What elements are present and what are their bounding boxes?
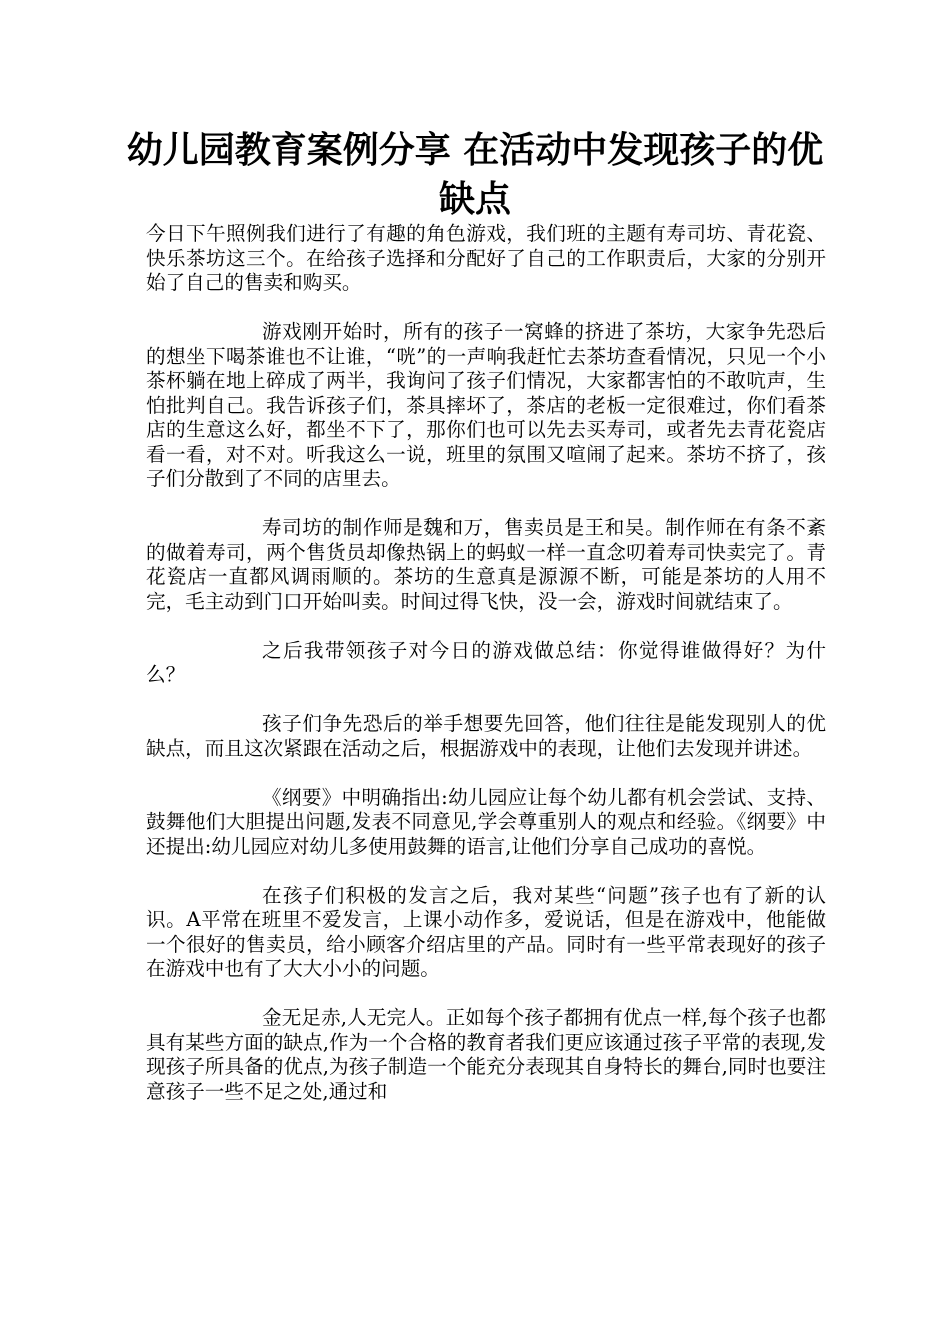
paragraph-5: 孩子们争先恐后的举手想要先回答，他们往往是能发现别人的优缺点，而且这次紧跟在活动之后，根据游戏中的表现，让他们去发现并讲述。 [146, 712, 826, 760]
paragraph-6: 《纲要》中明确指出:幼儿园应让每个幼儿都有机会尝试、支持、鼓舞他们大胆提出问题,发表不同意见,学会尊重别人的观点和经验。《纲要》中还提出:幼儿园应对幼儿多使用鼓舞的语言,让他们分享自己成功的喜悦。 [146, 785, 826, 858]
paragraph-8: 金无足赤,人无完人。正如每个孩子都拥有优点一样,每个孩子也都具有某些方面的缺点,作为一个合格的教育者我们更应该通过孩子平常的表现,发现孩子所具备的优点,为孩子制造一个能充分表现其自身特长的舞台,同时也要注意孩子一些不足之处,通过和 [146, 1006, 826, 1103]
paragraph-7: 在孩子们积极的发言之后，我对某些“问题”孩子也有了新的认识。A平常在班里不爱发言，上课小动作多，爱说话，但是在游戏中，他能做一个很好的售卖员，给小顾客介绍店里的产品。同时有一些平常表现好的孩子在游戏中也有了大大小小的问题。 [146, 883, 826, 980]
paragraph-1: 今日下午照例我们进行了有趣的角色游戏，我们班的主题有寿司坊、青花瓷、快乐茶坊这三个。在给孩子选择和分配好了自己的工作职责后，大家的分别开始了自己的售卖和购买。 [146, 222, 826, 294]
paragraph-3: 寿司坊的制作师是魏和万，售卖员是王和吴。制作师在有条不紊的做着寿司，两个售货员却像热锅上的蚂蚁一样一直念叨着寿司快卖完了。青花瓷店一直都风调雨顺的。茶坊的生意真是源源不断，可能是茶坊的人用不完，毛主动到门口开始叫卖。时间过得飞快，没一会，游戏时间就结束了。 [146, 516, 826, 613]
document-title: 幼儿园教育案例分享 在活动中发现孩子的优缺点 [126, 129, 824, 220]
paragraph-2: 游戏刚开始时，所有的孩子一窝蜂的挤进了茶坊，大家争先恐后的想坐下喝茶谁也不让谁，“咣”的一声响我赶忙去茶坊查看情况，只见一个小茶杯躺在地上碎成了两半，我询问了孩子们情况，大家都害怕的不敢吭声，生怕批判自己。我告诉孩子们，茶具摔坏了，茶店的老板一定很难过，你们看茶店的生意这么好，都坐不下了，那你们也可以先去买寿司，或者先去青花瓷店看一看，对不对。听我这么一说，班里的氛围又喧闹了起来。茶坊不挤了，孩子们分散到了不同的店里去。 [146, 320, 826, 490]
document-body [146, 222, 826, 1104]
paragraph-4: 之后我带领孩子对今日的游戏做总结：你觉得谁做得好？为什么？ [146, 638, 826, 686]
